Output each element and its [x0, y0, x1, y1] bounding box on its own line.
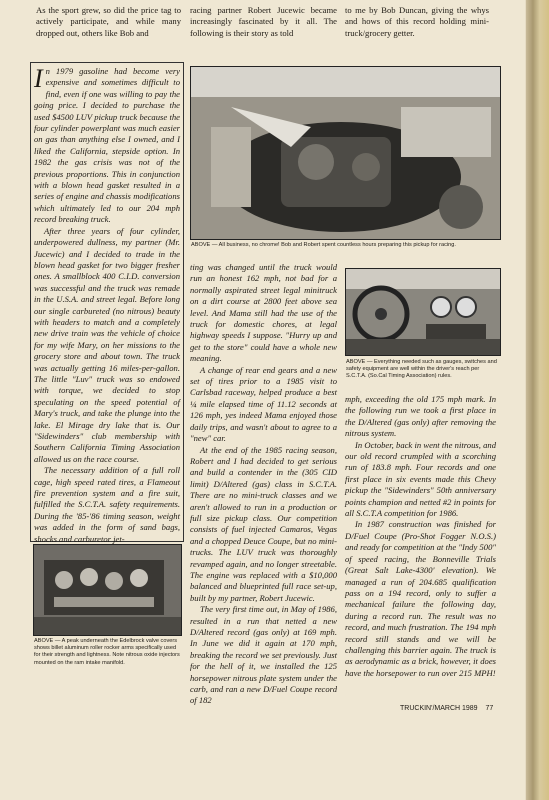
engine-bay-photo	[190, 66, 501, 240]
story-paragraph: ting was changed until the truck would run an honest 162 mph, not bad for a normally aspirated street legal minitruck on a dirt course at 2800 feet above sea level. And Mama still had the use of the truck for domestic chores, at legal highway speeds I suppose. "Hurry up and get to the store" could have a whole new meaning.	[190, 262, 337, 364]
dashboard-photo	[345, 268, 501, 356]
engine-bay-image	[191, 67, 500, 239]
intro-column-3: to me by Bob Duncan, giving the whys and hows of this record holding mini-truck/grocery getter.	[345, 5, 489, 38]
story-paragraph: At the end of the 1985 racing season, Robert and I had decided to get serious and build a contender in the (305 CID limit) D/Altered (gas) class in S.C.T.A. There are no mini-truck classes and we aren't allowed to run in a production or full size pickup class. Our competition consists of fuel injected Camaros, Vegas and a chopped Deuce Coupe, but no mini-trucks. The LUV truck was thoroughly revamped again, and no longer streetable. The engine was replaced with a $10,000 balanced and blueprinted full race set-up, built by my partner, Robert Jucewic.	[190, 444, 337, 603]
story-paragraph: The very first time out, in May of 1986, resulted in a run that netted a new D/Altered record (gas only) at 169 mph. In June we did it again at 170 mph, breaking the record we set previously. Just for the hell of it, we installed the 125 horsepower nitrous plate system under the carb, and ran a new D/Fuel Coupe record of 182	[190, 604, 337, 706]
valve-cover-image	[34, 545, 181, 635]
valve-cover-photo	[33, 544, 182, 636]
engine-photo-caption: ABOVE — All business, no chrome! Bob and Robert spent countless hours preparing this pickup for racing.	[191, 242, 456, 248]
page-number: 77	[485, 705, 494, 712]
intro-column-1: As the sport grew, so did the price tag to actively participate, and while many dropped out, others like Bob and	[36, 5, 181, 38]
story-paragraph: mph, exceeding the old 175 mph mark. In the following run we took a first place in the D/Altered (gas only) after removing the nitrous system.	[345, 394, 496, 439]
story-paragraph: The necessary addition of a full roll cage, high speed rated tires, a Flameout fire prevention system and a fire suit, fulfilled the S.C.T.A. safety requirements. During the '85-'86 timing season, weight was added in the form of sand bags, shocks and carburetor jet-	[34, 465, 180, 544]
drop-cap: I	[34, 64, 43, 93]
story-paragraph: In 1987 construction was finished for D/Fuel Coupe (Pro-Shot Fogger N.O.S.) and ready for competition at the "Indy 500" of speed racing, the Bonneville Trials (Great Salt Lake-4300' elevation). We managed a run of 204.685 qualification pass on a 194 record, only to suffer a mechanical failure the following day, during a record run. The result was no record, and much frustration. The 194 mph record still stands and we will be challenging this barrier again. The truck is as aerodynamic as a brick, however, it does have the horsepower to run over 215 MPH!	[345, 519, 496, 678]
story-column-2	[190, 262, 337, 707]
dashboard-photo-caption: ABOVE — Everything needed such as gauges, switches and safety equipment are well within the driver's reach per S.C.T.A. (So.Cal Timing Association) rules.	[346, 359, 497, 380]
page-footer	[400, 705, 493, 712]
page-edge	[526, 0, 549, 800]
intro-column-2: racing partner Robert Jucewic became increasingly fascinated by it all. The following is their story as told	[190, 5, 337, 38]
valve-photo-caption: ABOVE — A peak underneath the Edelbrock valve covers shows billet aluminum roller rocker arms specifically used for their strength and lightness. Note nitrous oxide injectors mounted on the ram intake manifold.	[34, 638, 180, 666]
story-column-3	[345, 394, 496, 679]
footer-source: TRUCKIN'/MARCH 1989	[400, 705, 478, 712]
story-column-1	[34, 66, 180, 545]
story-paragraph: In October, back in went the nitrous, and our old record crumpled with a scorching run of 183.8 mph. Four records and one first place in six events made this Chevy pickup the "Sidewinders" 50th anniversary points champion and netted #2 in points for all S.C.T.A competition for 1986.	[345, 439, 496, 519]
story-paragraph: n 1979 gasoline had become very expensive and sometimes difficult to find, even if one was willing to pay the going price. I decided to purchase the used $4500 LUV pickup truck because the four cylinder powerplant was much easier on gas than anything else I owned, and I liked the California, stepside option. In 1982 the gas crisis was not of the previous proportions. This in conjunction with a blown head gasket resulted in a series of engine and chassis modifications which ultimately led to our 204 mph record breaking truck.	[34, 66, 180, 225]
story-paragraph: A change of rear end gears and a new set of tires prior to a 1985 visit to Carlsbad raceway, helped produce a best ¼ mile elapsed time of 11.12 seconds at 126 mph, yes indeed Mama enjoyed those daily trips, and wasn't about to agree to a "new" car.	[190, 364, 337, 444]
dashboard-image	[346, 269, 500, 355]
story-paragraph: After three years of four cylinder, underpowered dullness, my partner (Mr. Jucewic) and I decided to trade in the blown head gasket for two bigger fresher ones. A smallblock 400 C.I.D. conversion was successful and the truck was remade in the U.S.A. and street legal. Before long our single carbureted (no nitrous) beauty with headers to match and a completely new drive train was the vehicle of choice for my wife Mary, on her missions to the grocery store and about town. The truck was actually getting 16 miles-per-gallon. The little "Luv" truck was so endowed with torque, we decided to stop speculating on the speed potential of Mary's truck, and take the plunge into the lake. El Mirage dry lake that is. Our "Sidewinders" club membership with Southern California Timing Association allowed us on the race course.	[34, 225, 180, 464]
